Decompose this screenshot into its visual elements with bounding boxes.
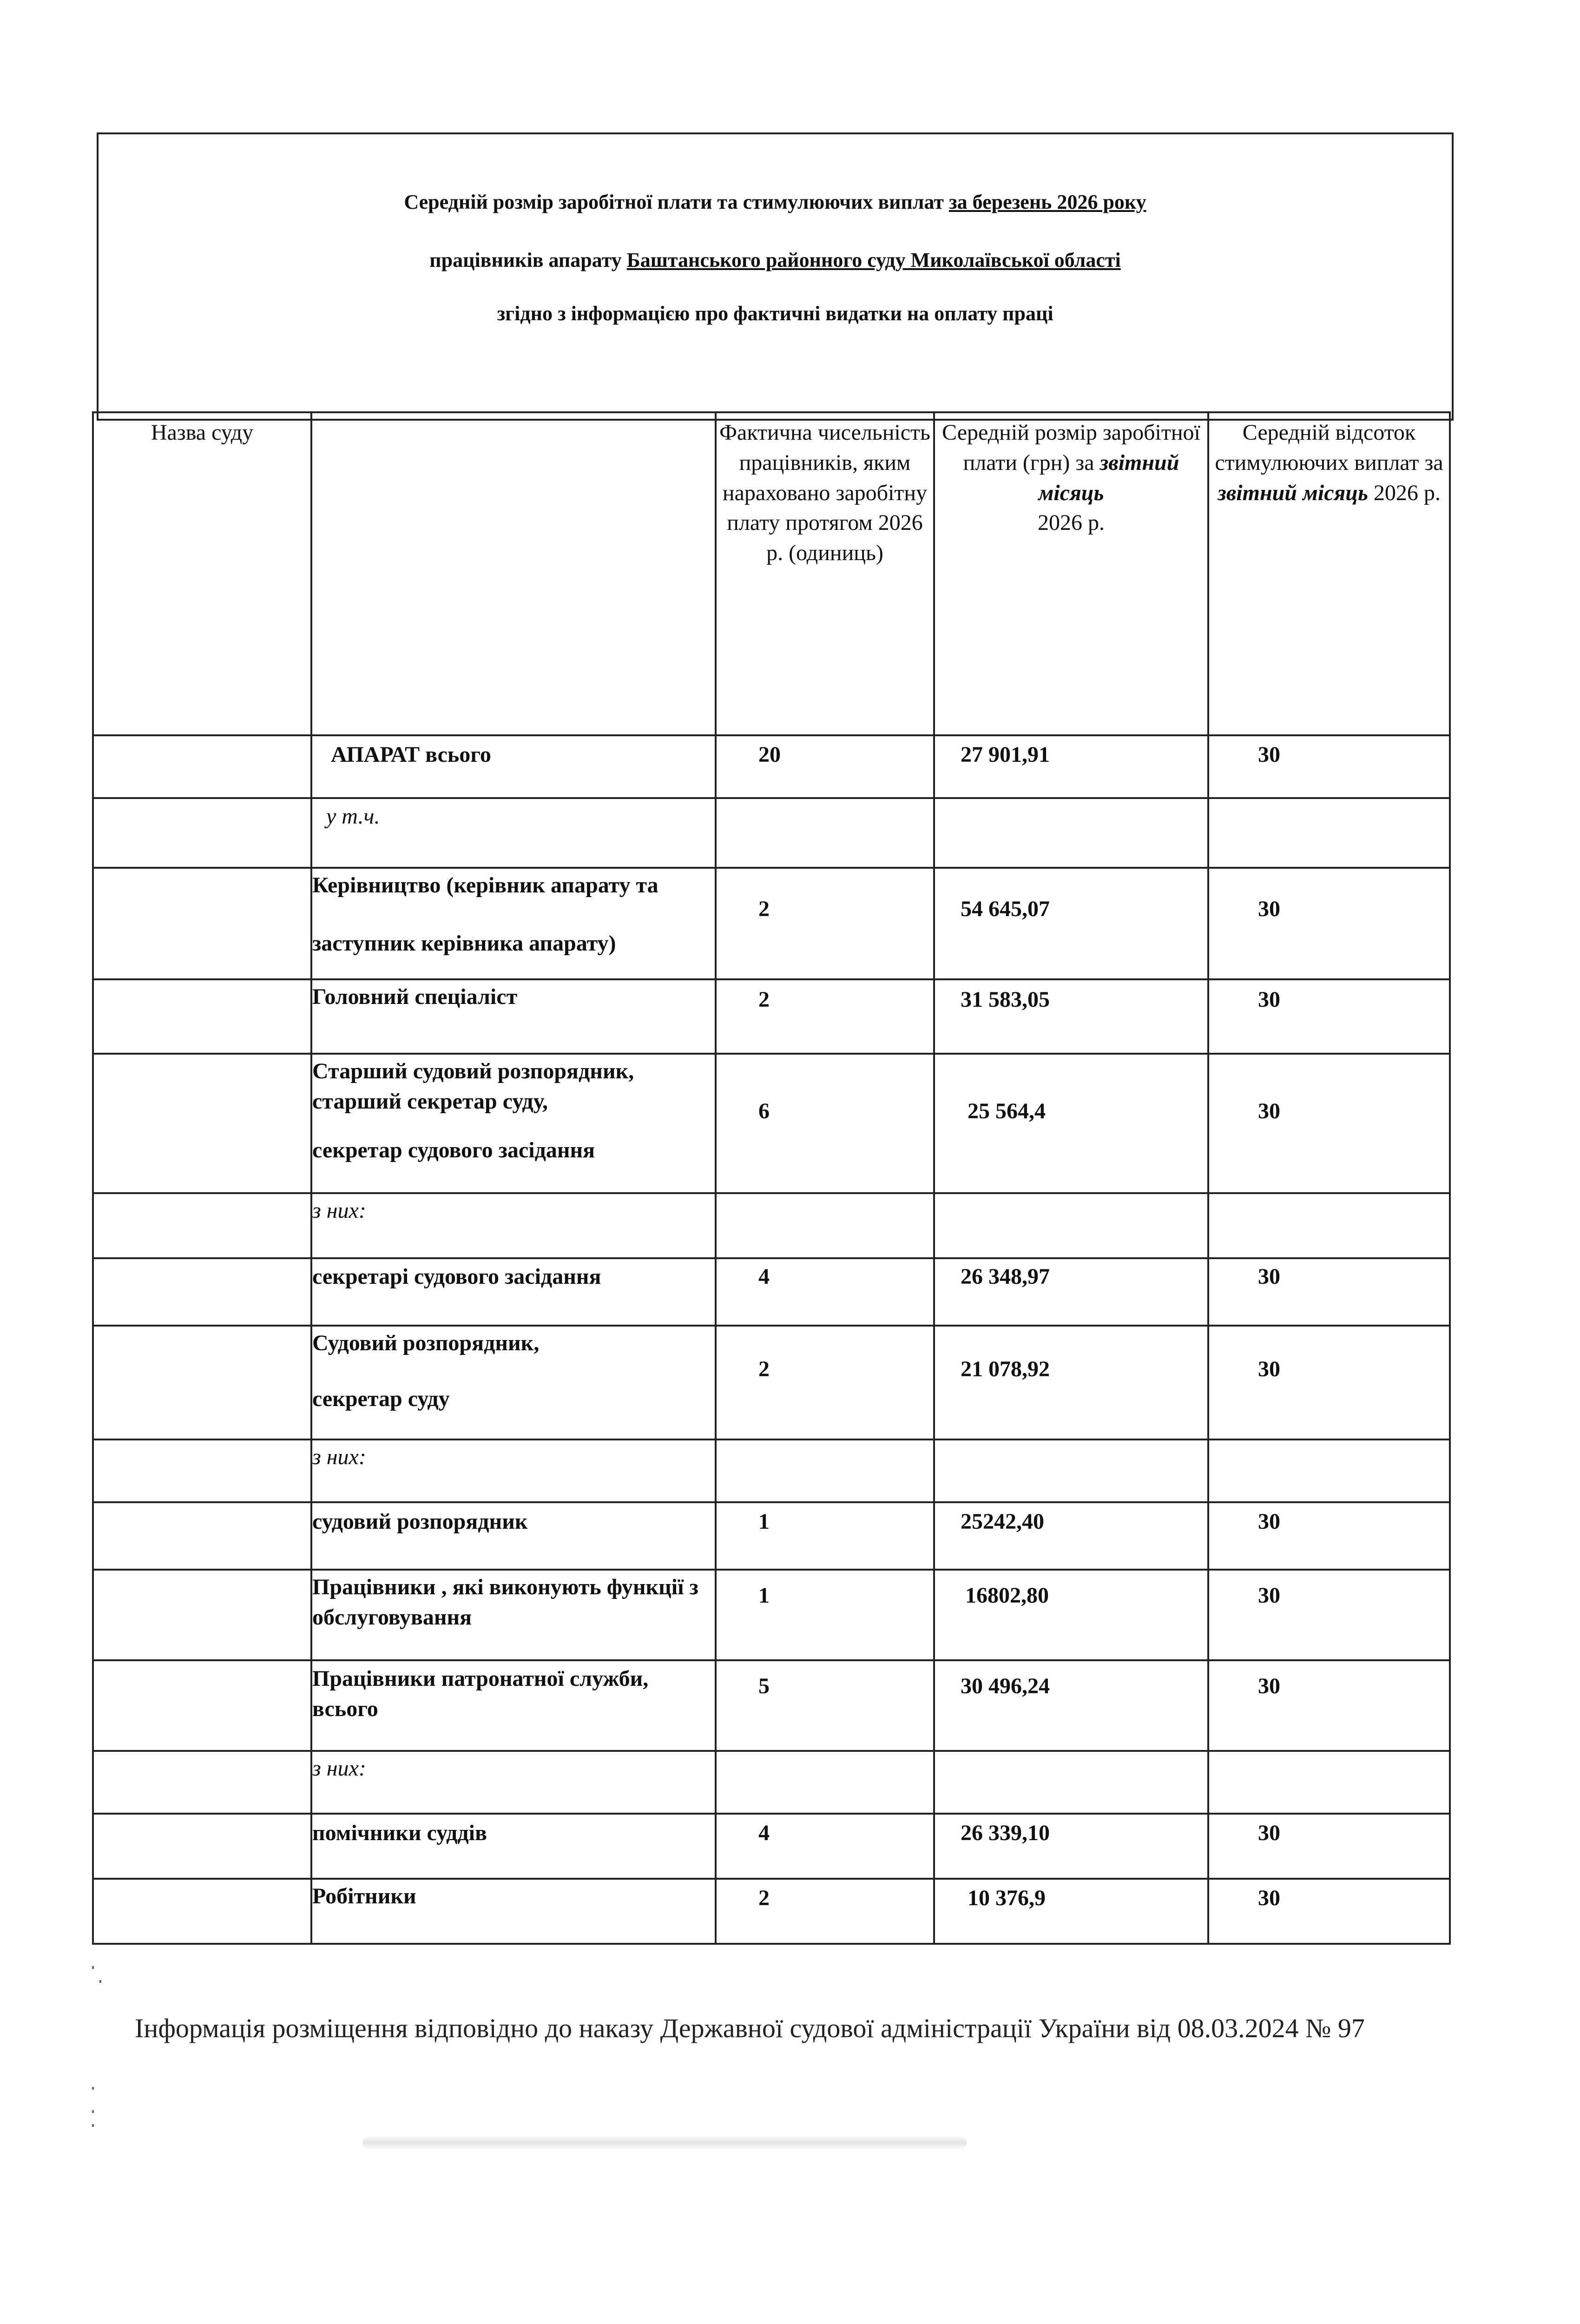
salary-cell: 27 901,91 [934, 735, 1208, 798]
salary-cell: 26 339,10 [934, 1814, 1208, 1879]
bonus-cell [1208, 798, 1450, 868]
salary-cell: 30 496,24 [934, 1660, 1208, 1751]
header-basis-line: згідно з інформацією про фактичні видатки на оплату праці [497, 302, 1053, 325]
court-cell [93, 1326, 311, 1439]
category-cell: помічники суддів [311, 1814, 716, 1879]
court-cell [93, 735, 311, 798]
category-cell: секретарі судового засідання [311, 1258, 716, 1326]
bonus-cell [1208, 1751, 1450, 1814]
category-cell: з них: [311, 1751, 716, 1814]
header-staff-text: працівників апарату [429, 249, 627, 271]
count-cell: 2 [716, 979, 934, 1054]
col-header-bonus: Середній відсоток стимулюючих виплат за звітний місяць 2026 р. [1208, 412, 1450, 735]
category-cell: судовий розпорядник [311, 1502, 716, 1570]
salary-cell: 16802,80 [934, 1570, 1208, 1660]
court-cell [93, 1660, 311, 1751]
count-cell: 5 [716, 1660, 934, 1751]
category-cell: Головний спеціаліст [311, 979, 716, 1054]
count-cell: 1 [716, 1570, 934, 1660]
category-cell: Працівники , які виконують функції з обслуговування [311, 1570, 716, 1660]
table-row [93, 1054, 1450, 1193]
category-cell: Судовий розпорядник, секретар суду [311, 1326, 716, 1439]
bonus-cell: 30 [1208, 1502, 1450, 1570]
header-court-name: Баштанського районного суду Миколаївської області [626, 249, 1121, 271]
category-cell: з них: [311, 1439, 716, 1502]
court-cell [93, 1193, 311, 1258]
bonus-cell: 30 [1208, 735, 1450, 798]
count-cell: 20 [716, 735, 934, 798]
salary-cell [934, 1193, 1208, 1258]
salary-cell: 54 645,07 [934, 868, 1208, 979]
salary-cell: 25 564,4 [934, 1054, 1208, 1193]
bonus-cell: 30 [1208, 1326, 1450, 1439]
court-cell [93, 1751, 311, 1814]
count-cell [716, 1193, 934, 1258]
table-row [93, 1570, 1450, 1660]
category-cell: Працівники патронатної служби, всього [311, 1660, 716, 1751]
court-cell [93, 1439, 311, 1502]
count-cell: 4 [716, 1258, 934, 1326]
bonus-cell [1208, 1439, 1450, 1502]
count-cell [716, 1439, 934, 1502]
count-cell: 4 [716, 1814, 934, 1879]
salary-table [92, 411, 1451, 1945]
blank-page-area [0, 2150, 1580, 2324]
salary-cell: 25242,40 [934, 1502, 1208, 1570]
court-cell [93, 868, 311, 979]
bonus-cell: 30 [1208, 868, 1450, 979]
bonus-cell: 30 [1208, 1054, 1450, 1193]
court-cell [93, 1570, 311, 1660]
scan-speck [92, 1966, 94, 1969]
bonus-cell: 30 [1208, 1258, 1450, 1326]
table-row [93, 868, 1450, 979]
count-cell [716, 1751, 934, 1814]
category-cell: Старший судовий розпорядник, старший секретар суду, секретар судового засідання [311, 1054, 716, 1193]
table-row [93, 1660, 1450, 1751]
salary-cell: 31 583,05 [934, 979, 1208, 1054]
table-row [93, 798, 1450, 868]
table-header-row [93, 412, 1450, 735]
scan-speck [99, 1980, 101, 1983]
court-cell [93, 798, 311, 868]
court-cell [93, 1258, 311, 1326]
category-cell: Керівництво (керівник апарату та заступник керівника апарату) [311, 868, 716, 979]
bonus-cell [1208, 1193, 1450, 1258]
scan-speck [92, 2110, 94, 2113]
scan-speck [92, 2087, 94, 2090]
salary-cell [934, 798, 1208, 868]
bonus-cell: 30 [1208, 1879, 1450, 1944]
scan-edge-shadow [362, 2136, 967, 2150]
table-row [93, 1439, 1450, 1502]
scan-speck [92, 2124, 94, 2127]
table-row [93, 735, 1450, 798]
table-row [93, 1502, 1450, 1570]
table-row [93, 1193, 1450, 1258]
bonus-cell: 30 [1208, 979, 1450, 1054]
col-header-count: Фактична чисельність працівників, яким нараховано заробітну плату протягом 2026 р. (одиниць) [716, 412, 934, 735]
header-period: за березень 2026 року [948, 191, 1146, 213]
court-cell [93, 1054, 311, 1193]
category-cell: Робітники [311, 1879, 716, 1944]
salary-cell: 26 348,97 [934, 1258, 1208, 1326]
category-cell: АПАРАТ всього [311, 735, 716, 798]
table-row [93, 979, 1450, 1054]
header-court-line [99, 248, 1452, 272]
salary-cell: 21 078,92 [934, 1326, 1208, 1439]
table-row [93, 1326, 1450, 1439]
table-row [93, 1814, 1450, 1879]
court-cell [93, 1814, 311, 1879]
salary-cell: 10 376,9 [934, 1879, 1208, 1944]
footer-note: Інформація розміщення відповідно до наказу Державної судової адміністрації України від 08.03.2024 № 97 [135, 2013, 1365, 2043]
count-cell: 1 [716, 1502, 934, 1570]
col-header-court: Назва суду [93, 412, 311, 735]
bonus-cell: 30 [1208, 1660, 1450, 1751]
table-row [93, 1258, 1450, 1326]
header-title-text: Середній розмір заробітної плати та стимулюючих виплат [404, 191, 949, 213]
count-cell: 2 [716, 1326, 934, 1439]
count-cell: 6 [716, 1054, 934, 1193]
salary-cell [934, 1751, 1208, 1814]
count-cell [716, 798, 934, 868]
salary-cell [934, 1439, 1208, 1502]
bonus-cell: 30 [1208, 1570, 1450, 1660]
count-cell: 2 [716, 1879, 934, 1944]
court-cell [93, 979, 311, 1054]
col-header-category [311, 412, 716, 735]
col-header-salary: Середній розмір заробітної плати (грн) за звітний місяць 2026 р. [934, 412, 1208, 735]
header-title-line [99, 190, 1452, 214]
table-row [93, 1751, 1450, 1814]
category-cell: з них: [311, 1193, 716, 1258]
report-header [97, 132, 1454, 421]
table-row [93, 1879, 1450, 1944]
court-cell [93, 1879, 311, 1944]
court-cell [93, 1502, 311, 1570]
category-cell: у т.ч. [311, 798, 716, 868]
bonus-cell: 30 [1208, 1814, 1450, 1879]
count-cell: 2 [716, 868, 934, 979]
